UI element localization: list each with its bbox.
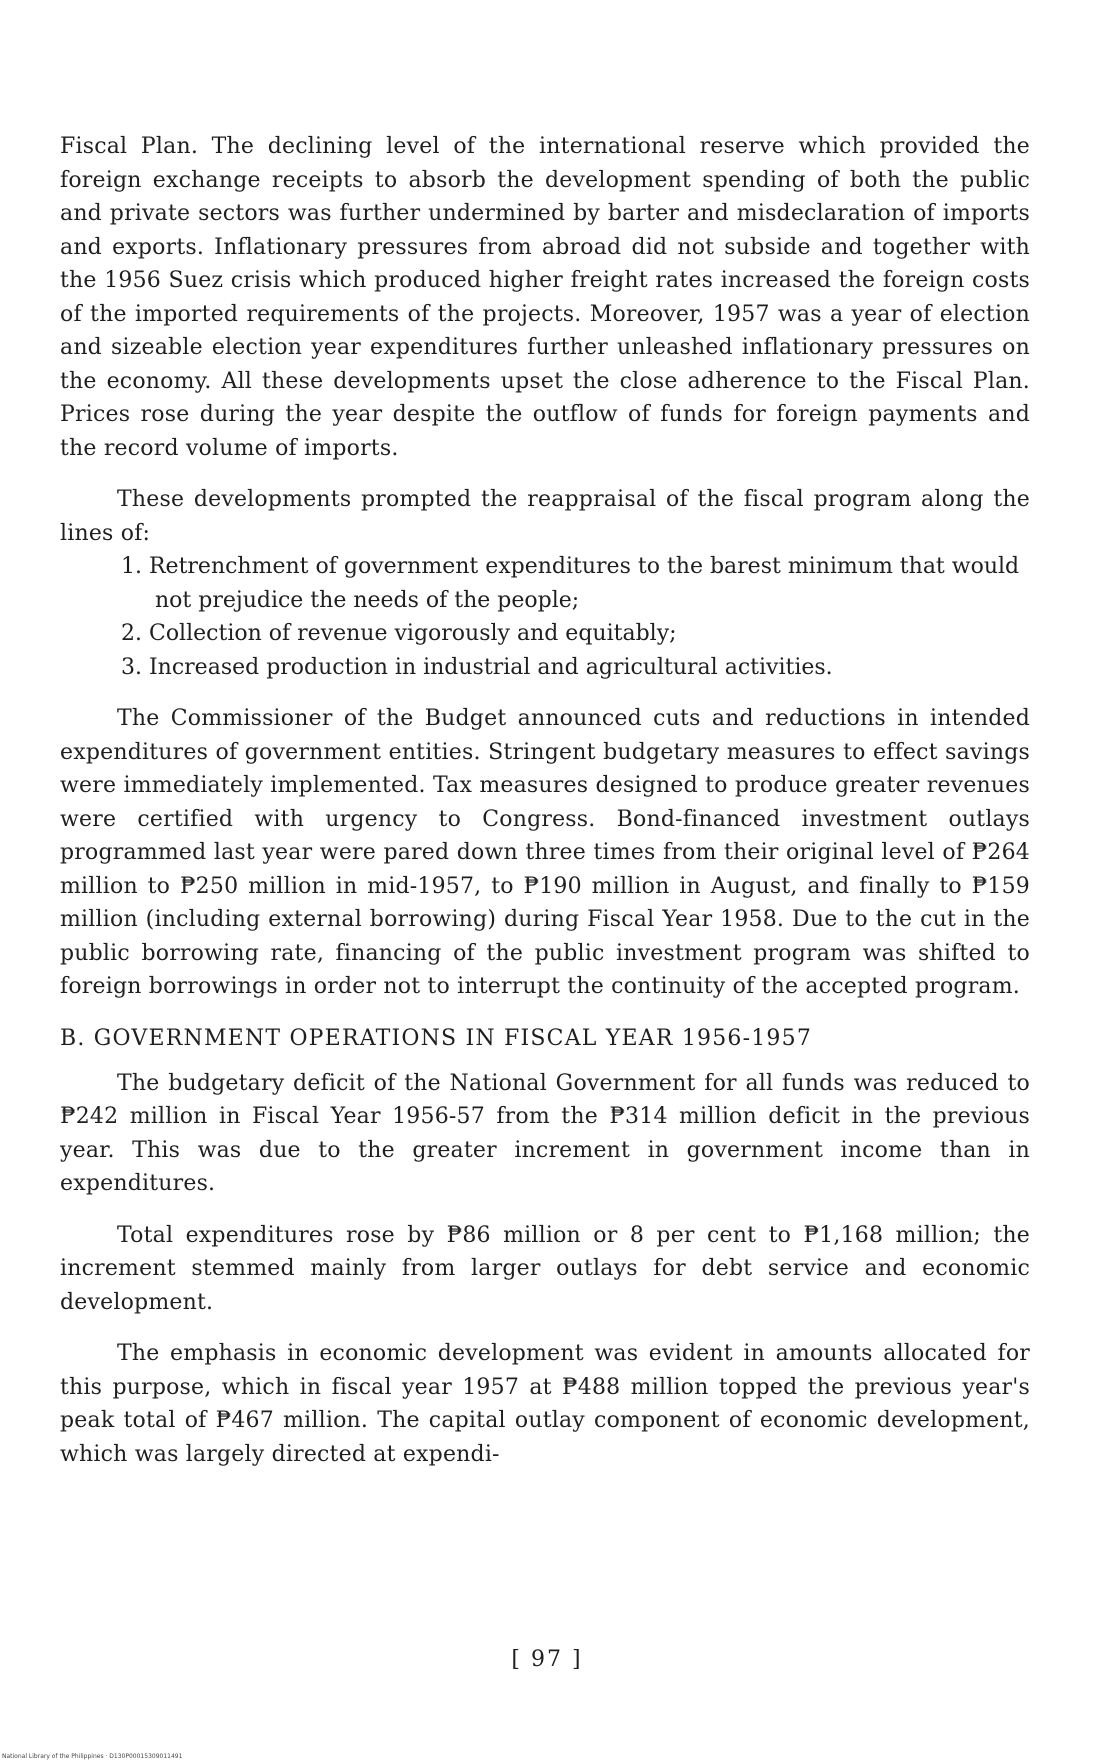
list-item: 1. Retrenchment of government expenditures to the barest minimum that would not prejudice the needs of the people; [121,554,1020,613]
paragraph-fiscal-plan: Fiscal Plan. The declining level of the international reserve which provided the foreign exchange receipts to absorb the development spending of both the public and private sectors was further undermined by barter and misdeclaration of imports and exports. Inflationary pressures from abroad did not subside and together with the 1956 Suez crisis which produced higher freight rates increased the foreign costs of the imported requirements of the projects. Moreover, 1957 was a year of election and sizeable election year expenditures further unleashed inflationary pressures on the economy. All these developments upset the close adherence to the Fiscal Plan. Prices rose during the year despite the outflow of funds for foreign payments and the record volume of imports. [60,134,1030,461]
paragraph-total-expenditures: Total expenditures rose by ₱86 million or 8 per cent to ₱1,168 million; the increment stemmed mainly from larger outlays for debt service and economic development. [60,1222,1030,1315]
footer-text: National Library of the Philippines · D130P00015309011491 [2,1753,183,1760]
paragraph-budget-cuts: The Commissioner of the Budget announced cuts and reductions in intended expenditures of government entities. Stringent budgetary measures to effect savings were immediately implemented. Tax measures designed to produce greater revenues were certified with urgency to Congress. Bond-financed investment outlays programmed last year were pared down three times from their original level of ₱264 million to ₱250 million in mid-1957, to ₱190 million in August, and finally to ₱159 million (including external borrowing) during Fiscal Year 1958. Due to the cut in the public borrowing rate, financing of the public investment program was shifted to foreign borrowings in order not to interrupt the continuity of the accepted program. [60,706,1030,999]
page-body [60,130,1030,1471]
section-heading: B. GOVERNMENT OPERATIONS IN FISCAL YEAR 1956-1957 [60,1025,813,1051]
fiscal-program-list [60,550,1030,684]
paragraph-economic-development: The emphasis in economic development was evident in amounts allocated for this purpose, which in fiscal year 1957 at ₱488 million topped the previous year's peak total of ₱467 million. The capital outlay component of economic development, which was largely directed at expendi- [60,1341,1030,1467]
page-number: [ 97 ] [511,1647,583,1672]
list-item: 3. Increased production in industrial and agricultural activities. [121,654,833,680]
paragraph-reappraisal: These developments prompted the reappraisal of the fiscal program along the lines of: [60,487,1030,546]
list-item: 2. Collection of revenue vigorously and equitably; [121,621,677,646]
paragraph-deficit: The budgetary deficit of the National Government for all funds was reduced to ₱242 million in Fiscal Year 1956-57 from the ₱314 million deficit in the previous year. This was due to the greater increment in government income than in expenditures. [60,1070,1030,1196]
